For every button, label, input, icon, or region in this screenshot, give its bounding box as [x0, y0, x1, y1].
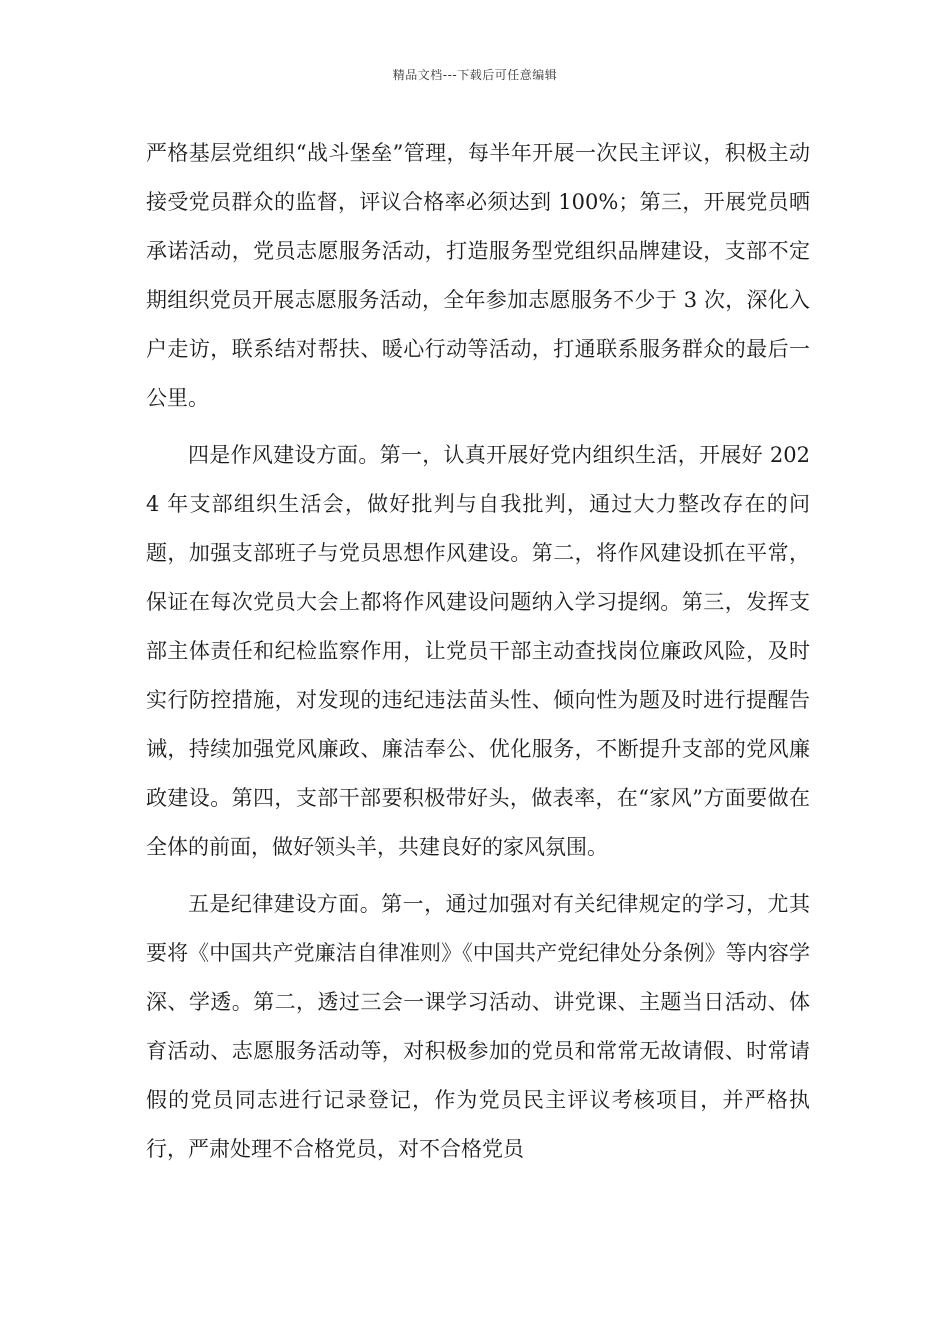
paragraph-work-style: 四是作风建设方面。第一，认真开展好党内组织生活，开展好 2024 年支部组织生活会，做好批判与自我批判，通过大力整改存在的问题，加强支部班子与党员思想作风建设。第二，将作风建设抓在平常，保证在每次党员大会上都将作风建设问题纳入学习提纲。第三，发挥支部主体责任和纪检监察作用，让党员干部主动查找岗位廉政风险，及时实行防控措施，对发现的违纪违法苗头性、倾向性为题及时进行提醒告诫，持续加强党风廉政、廉洁奉公、优化服务，不断提升支部的党风廉政建设。第四，支部干部要积极带好头，做表率，在“家风”方面要做在全体的前面，做好领头羊，共建良好的家风氛围。 [146, 443, 810, 859]
paragraph-discipline: 五是纪律建设方面。第一，通过加强对有关纪律规定的学习，尤其要将《中国共产党廉洁自律准则》《中国共产党纪律处分条例》等内容学深、学透。第二，透过三会一课学习活动、讲党课、主题当日活动、体育活动、志愿服务活动等，对积极参加的党员和常常无故请假、时常请假的党员同志进行记录登记，作为党员民主评议考核项目，并严格执行，严肃处理不合格党员，对不合格党员 [146, 892, 810, 1161]
page-header: 精品文档---下载后可任意编辑 [392, 68, 558, 82]
paragraph-continued: 严格基层党组织“战斗堡垒”管理，每半年开展一次民主评议，积极主动接受党员群众的监督，评议合格率必须达到 100%；第三，开展党员晒承诺活动，党员志愿服务活动，打造服务型党组织品牌建设，支部不定期组织党员开展志愿服务活动，全年参加志愿服务不少于 3 次，深化入户走访，联系结对帮扶、暖心行动等活动，打通联系服务群众的最后一公里。 [146, 141, 810, 410]
document-body [146, 129, 810, 1174]
